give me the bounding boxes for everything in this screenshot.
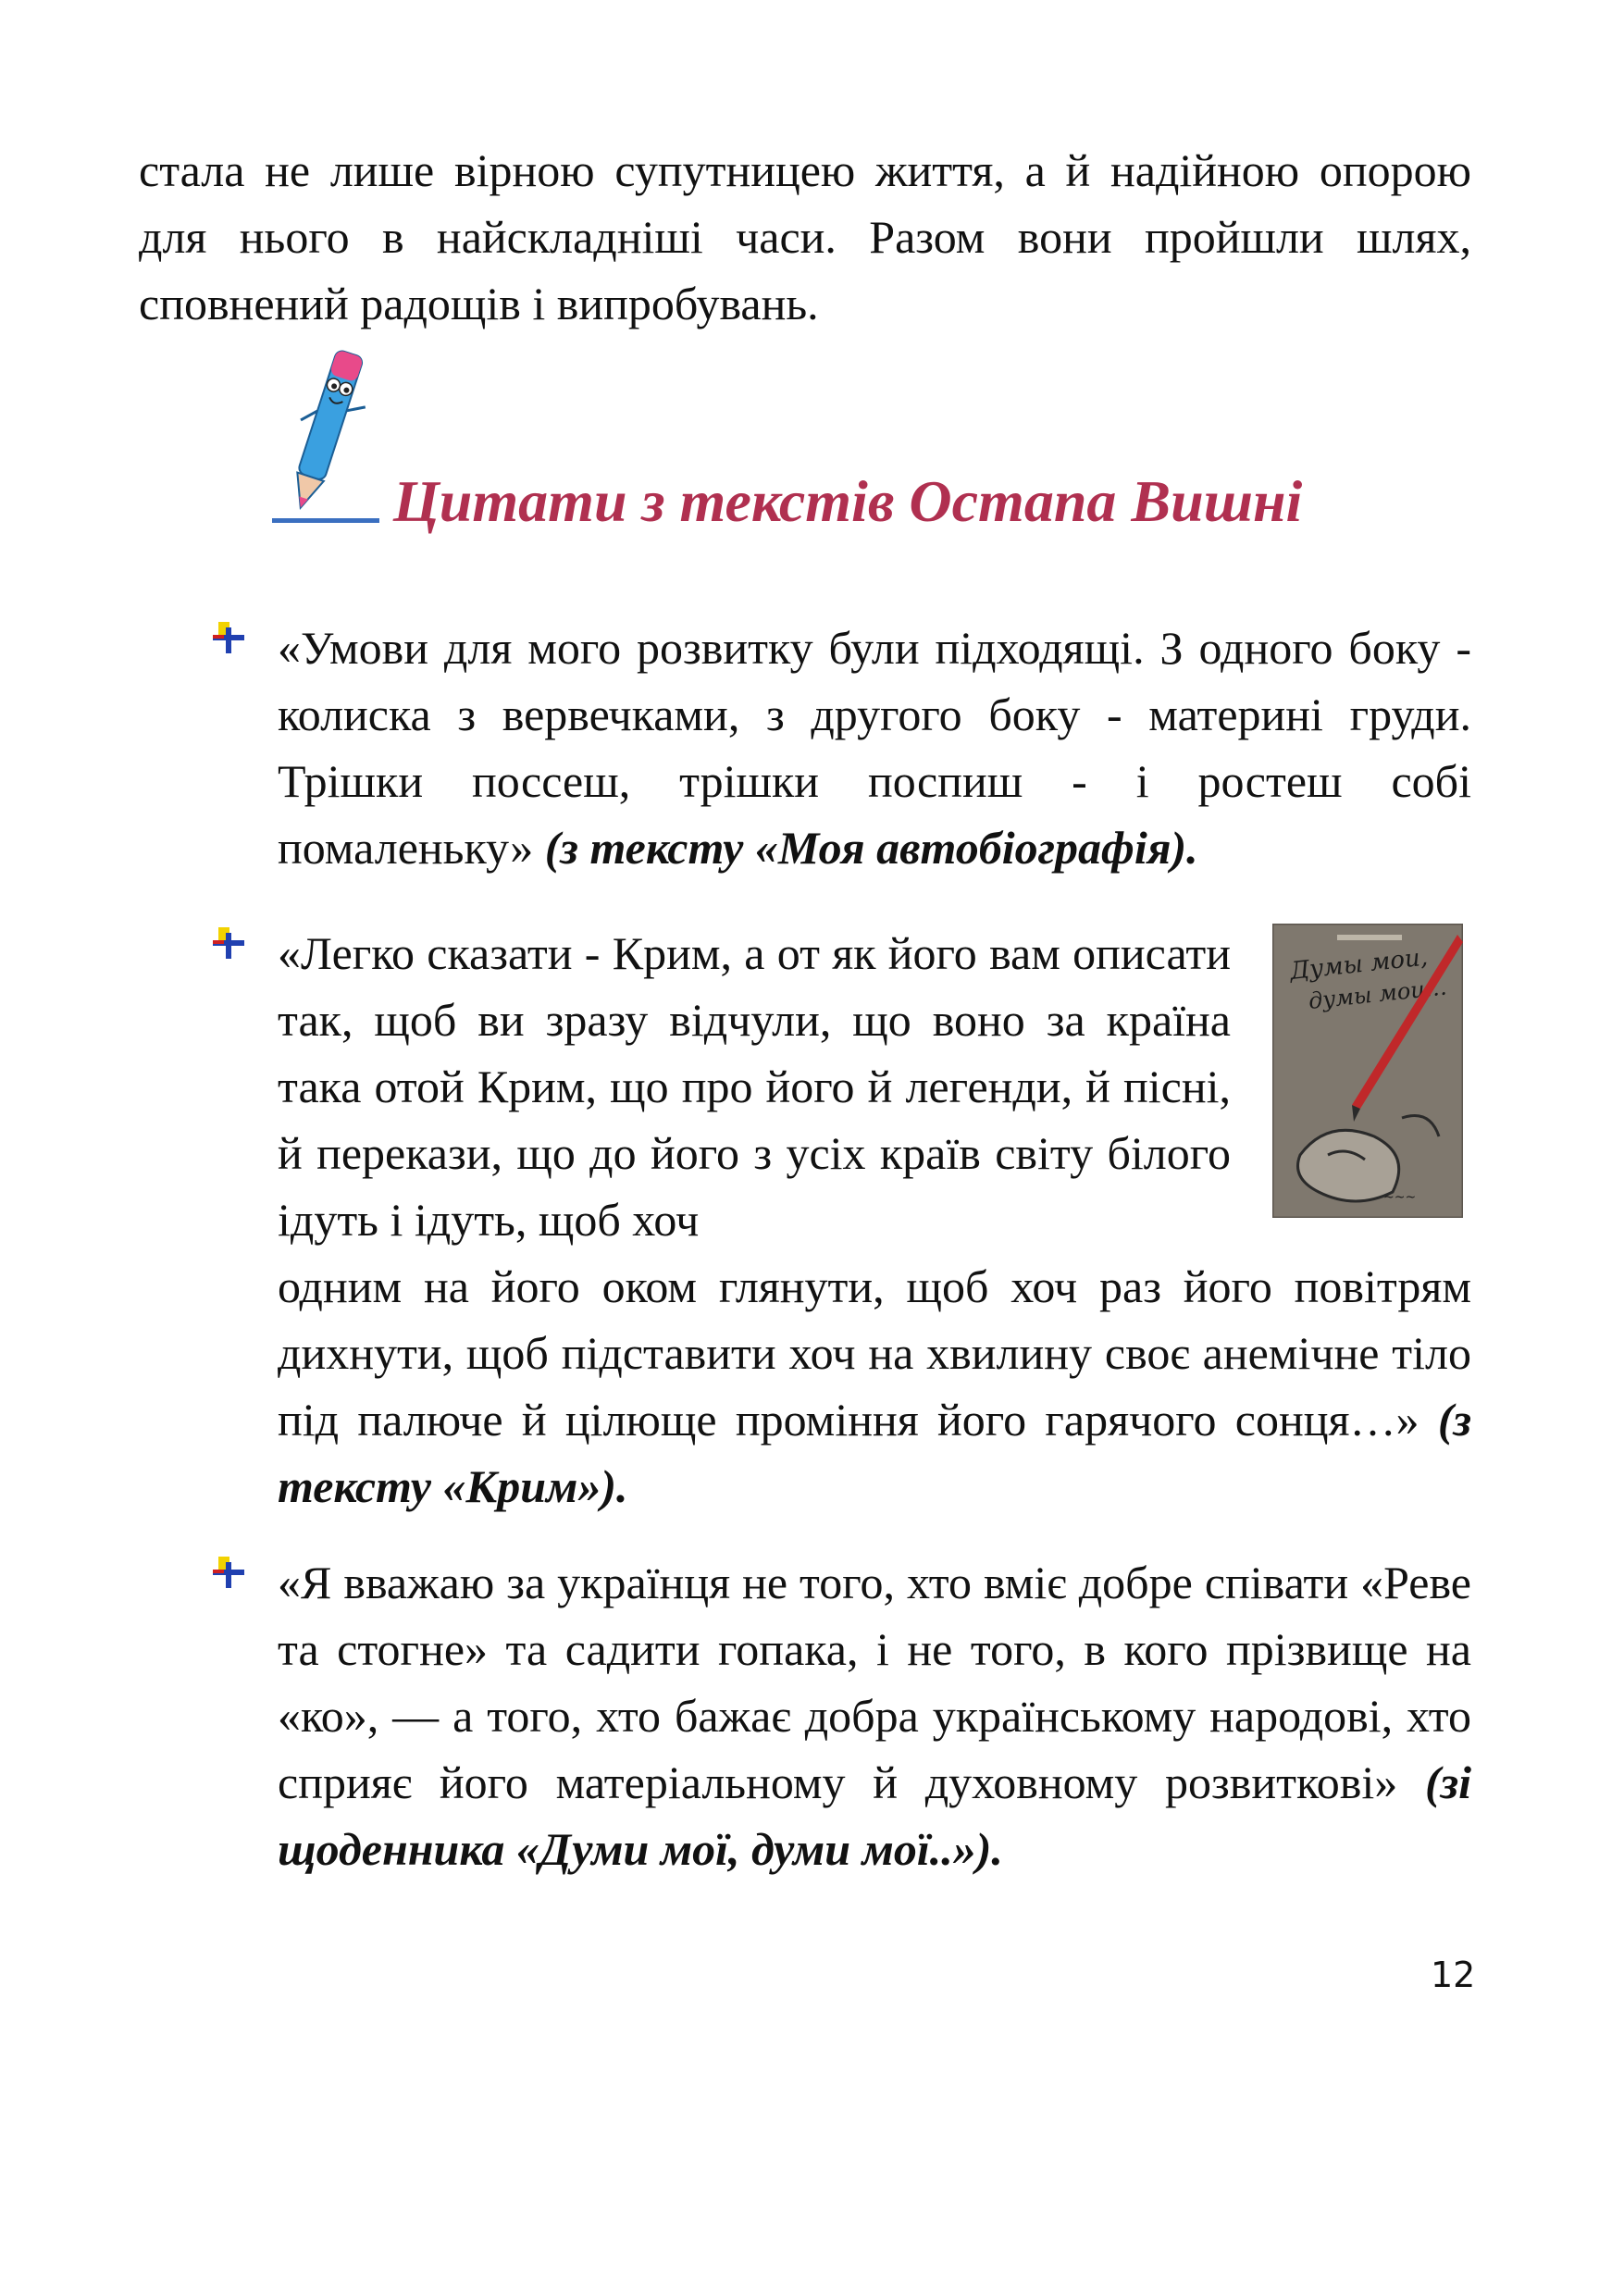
page-number: 12 bbox=[1431, 1955, 1476, 1995]
quote-text: «Умови для мого розвитку були підходящі. З одного боку - колиска з вервечками, з другого боку - материні груди. Трішки поссеш, трішки поспиш - і ростеш собі помаленьку» bbox=[278, 622, 1471, 874]
book-title-script: Думы мои, bbox=[1288, 943, 1430, 986]
bullet-icon bbox=[213, 927, 244, 959]
bullet-icon bbox=[213, 622, 244, 653]
quote-crimea-part1: «Легко сказати - Крим, а от як його вам описати так, щоб ви зразу відчули, що воно за країна така отой Крим, що про його й легенди, й пісні, й перекази, що до його з усіх країв світу білого ідуть і ідуть, щоб хоч bbox=[278, 927, 1231, 1246]
book-cover-image bbox=[1272, 924, 1463, 1218]
quote-source: (з тексту «Крим»). bbox=[278, 1394, 1472, 1512]
quote-crimea-part2 bbox=[278, 1253, 1471, 1520]
bullet-icon bbox=[213, 1557, 244, 1588]
quote-source: (з тексту «Моя автобіографія). bbox=[544, 822, 1198, 874]
quote-autobiography bbox=[278, 614, 1471, 881]
quote-text: одним на його оком глянути, щоб хоч раз його повітрям дихнути, щоб підставити хоч на хвилину своє анемічне тіло під палюче й цілюще проміння його гарячого сонця…» bbox=[278, 1260, 1471, 1446]
quote-source: (зі щоденника «Думи мої, думи мої..»). bbox=[278, 1756, 1471, 1875]
intro-paragraph: стала не лише вірною супутницею життя, а й надійною опорою для нього в найскладніші часи. Разом вони пройшли шлях, сповнений радощів і випробувань. bbox=[139, 144, 1471, 329]
pen-mascot-icon bbox=[270, 341, 381, 526]
quote-ukrainian bbox=[278, 1549, 1471, 1882]
section-heading: Цитати з текстів Остапа Вишні bbox=[393, 468, 1303, 534]
book-title-script-2: думы мои… bbox=[1307, 974, 1448, 1014]
quote-text: «Я вважаю за українця не того, хто вміє добре співати «Реве та стогне» та садити гопака, і не того, в кого прізвище на «ко», — а того, хто бажає добра українському народові, хто сприяє його матеріальному й духовному розвиткові» bbox=[278, 1557, 1471, 1808]
book-signature: ~~~ bbox=[1383, 1190, 1417, 1205]
